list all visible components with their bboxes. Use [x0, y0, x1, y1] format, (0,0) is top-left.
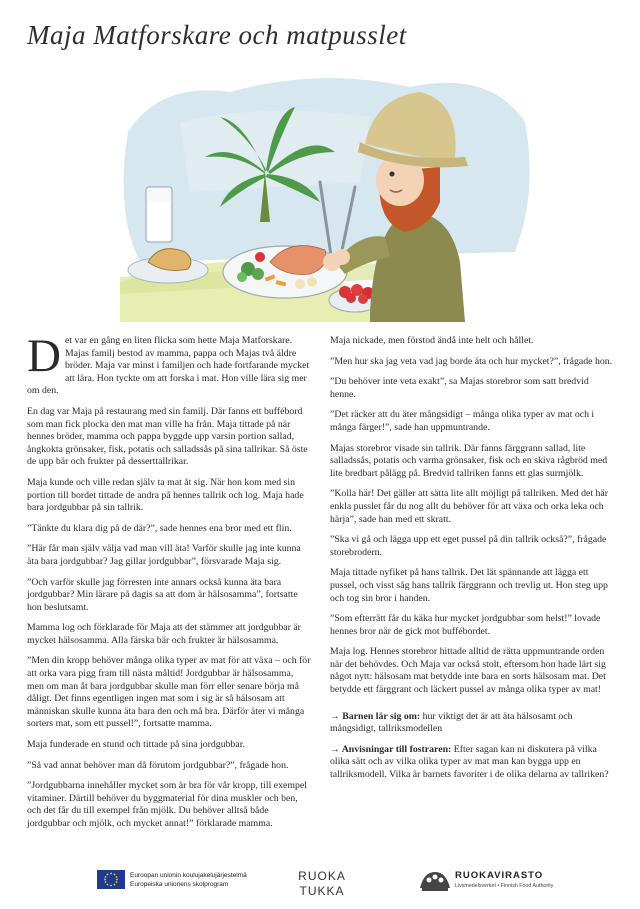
note-lead: → Barnen lär sig om: — [330, 710, 421, 722]
note-instructions: → Anvisningar till fostraren: Efter sagan kan ni diskutera på vilka olika sätt och av vilka olika typer av mat man kan bygga upp en tallriksmodell. Vilka är barnets favoriter i de olika delarna av tallriken? — [330, 743, 609, 781]
story-column-right — [330, 335, 614, 790]
story-paragraph: Maja nickade, men förstod ändå inte helt och hållet. — [330, 335, 534, 346]
story-paragraph: ”Ska vi gå och lägga upp ett eget pussel på din tallrik också?”, frågade storebrodern. — [330, 534, 607, 558]
story-paragraph: Maja tittade nyfiket på hans tallrik. Det lät spännande att lägga ett pussel, och visst såg hans tallrik färggrann och trevlig ut. Hon steg upp och tog sin bror i handen. — [330, 567, 608, 604]
eu-program-text: Euroopan unionin koulujakelujärjestelmä Europeiska unionens skolprogram — [130, 872, 247, 888]
story-paragraph: Maja log. Hennes storebror hittade alltid de rätta uppmuntrande orden när det behövdes. Och Maja var också stolt, eftersom hon hade lärt sig något nytt: hälsosam mat betydde inte bara en sorts hälsosam mat. Det betydde ett färggrant och läckert pussel av många olika typer av mat! — [330, 646, 606, 696]
story-paragraph: ”Och varför skulle jag förresten inte annars också kunna äta bara jordgubbar? Min lärare på dagis sa att dom är hälsosamma”, fortsatte hon beslutsamt. — [27, 576, 298, 613]
story-paragraph: ”Kolla här! Det gäller att sätta lite allt möjligt på tallriken. Med det här enkla pusslet får du nog allt du behöver för att växa och orka leka och härja”, sade han med ett skratt. — [330, 488, 609, 525]
eu-flag-icon — [97, 870, 125, 889]
story-paragraph: ”Tänkte du klara dig på de där?”, sade hennes ena bror med ett flin. — [27, 522, 292, 534]
ruokavirasto-emblem-icon — [418, 866, 452, 896]
page-title: Maja Matforskare och matpusslet — [27, 20, 407, 50]
story-paragraph: ”Så vad annat behöver man då förutom jordgubbar?”, frågade hon. — [27, 759, 289, 771]
story-paragraph: En dag var Maja på restaurang med sin familj. Där fanns ett buffébord som man fick plocka den mat man ville ha från. Maja tittade på när hennes bröder, mamma och pappa byggde upp varsin portion sallad, ångkokta grönsaker, fisk, potatis och salladssås på sina tallrikar. Så öste de upp bär och frukter på desserttallrikar. — [27, 405, 308, 468]
note-learning-goals: → Barnen lär sig om: hur viktigt det är att äta hälsosamt och mångsidigt, tallriksmodellen — [330, 710, 573, 735]
ruokatutka-logo — [288, 866, 356, 900]
story-paragraph: ”Jordgubbarna innehåller mycket som är bra för vår kropp, till exempel vitaminer. Därtill behöver du byggmaterial för dina muskler och ben, och det får du till exempel från mjölk. Du behöver alltså både jordgubbar och mjölk, och mycket annat!” förklarade mamma. — [27, 780, 307, 829]
food-plate — [223, 246, 347, 298]
svg-text:TUKKA: TUKKA — [299, 884, 345, 898]
agency-subtitle: Livsmedelsverket • Finnish Food Authority — [455, 883, 554, 889]
story-paragraph: Maja kunde och ville redan själv ta mat åt sig. När hon kom med sin portion till bordet tittade de andra på hennes tallrik och log. Maja hade bara jordgubbar på sin tallrik. — [27, 476, 304, 514]
story-column-left — [27, 330, 311, 839]
footer-logos — [0, 860, 640, 905]
story-paragraph: Mamma log och förklarade för Maja att det stämmer att jordgubbar är mycket hälsosamma. Alla färska bär och frukter är hälsosamma. — [27, 622, 301, 646]
story-paragraph: ”Men din kropp behöver många olika typer av mat för att växa – och för att orka vara pigg fram till nästa måltid! Jordgubbar är hälsosamma, men om man åt bara jordgubbar skulle man förr eller senare börja må dåligt. Det finns egentligen ingen mat som i sig är så hälsosam att människan skulle kunna äta bara den och må bra. Därför äter vi många sorters mat, som ett pussel!”, fortsatte mamma. — [27, 655, 311, 730]
svg-text:RUOKA: RUOKA — [298, 869, 346, 883]
story-illustration — [120, 62, 540, 322]
milk-glass — [146, 187, 172, 242]
agency-name: RUOKAVIRASTO — [455, 870, 544, 881]
story-paragraph: ”Här får man själv välja vad man vill äta! Varför skulle jag inte kunna äta bara jordgubbar? Jag gillar jordgubbar”, försvarade Maja sig. — [27, 543, 301, 567]
story-paragraph: Det var en gång en liten flicka som hette Maja Matforskare. Majas familj bestod av mamma, pappa och Majas två äldre bröder. Maja var minst i familjen och hade fortfarande mycket att lära. Hon tyckte om att forska i mat. Hon ville lära sig mer om den. — [27, 330, 310, 397]
note-lead: → Anvisningar till fostraren: — [330, 743, 452, 755]
story-paragraph: Majas storebror visade sin tallrik. Där fanns färggrann sallad, lite salladssås, potatis och varma grönsaker, fisk och en skiva rågbröd med lite bredbart pålägg på. Bredvid tallriken fanns ett glas surmjölk. — [330, 442, 608, 479]
story-paragraph: ”Men hur ska jag veta vad jag borde äta och hur mycket?”, frågade hon. — [330, 355, 613, 367]
drop-cap: D — [27, 330, 61, 382]
story-paragraph: ”Som efterrätt får du käka hur mycket jordgubbar som helst!” lovade hennes bror när de gick mot buffébordet. — [330, 613, 601, 637]
story-paragraph: ”Du behöver inte veta exakt”, sa Majas storebror som satt bredvid henne. — [330, 376, 589, 400]
story-paragraph: ”Det räcker att du äter mångsidigt – många olika typer av mat och i många färger!”, sade han uppmuntrande. — [330, 409, 595, 433]
educator-notes — [330, 711, 614, 782]
story-paragraph: Maja funderade en stund och tittade på sina jordgubbar. — [27, 739, 245, 751]
